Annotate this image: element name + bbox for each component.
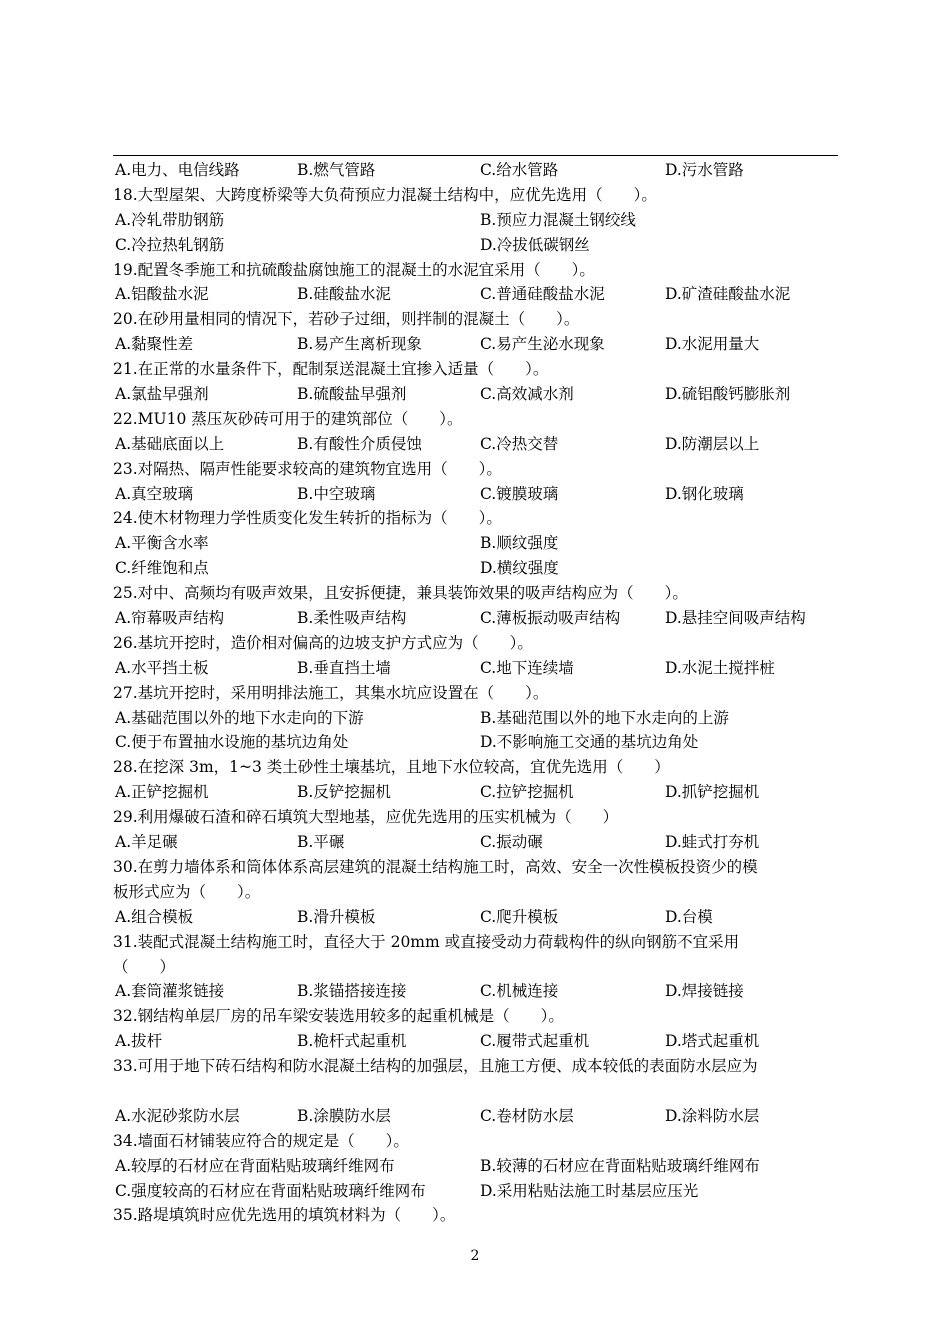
- option: B.有酸性介质侵蚀: [297, 434, 422, 453]
- option: D.塔式起重机: [665, 1032, 760, 1051]
- option: A.电力、电信线路: [115, 161, 240, 179]
- option: C.振动碾: [480, 833, 543, 852]
- option: A.正铲挖掘机: [115, 783, 209, 802]
- option: A.铝酸盐水泥: [115, 285, 209, 304]
- options-row: [113, 158, 838, 183]
- question-stem: 20.在砂用量相同的情况下，若砂子过细，则拌制的混凝土（ ）。: [113, 310, 580, 329]
- options-row: [113, 282, 838, 307]
- option: D.污水管路: [665, 161, 744, 179]
- option: C.高效减水剂: [480, 385, 574, 404]
- options-row: [113, 656, 838, 681]
- question-stem: 31.装配式混凝土结构施工时，直径大于 20mm 或直接受动力荷载构件的纵向钢筋不宜采用: [113, 932, 740, 951]
- blank-line: [113, 1079, 838, 1104]
- option: D.横纹强度: [480, 559, 559, 578]
- options-row: [113, 606, 838, 631]
- options-row: [113, 706, 838, 731]
- option: A.水泥砂浆防水层: [115, 1106, 240, 1125]
- option: B.柔性吸声结构: [297, 609, 407, 628]
- option: D.不影响施工交通的基坑边角处: [480, 733, 699, 752]
- options-row: [113, 830, 838, 855]
- option: B.基础范围以外的地下水走向的上游: [480, 708, 729, 727]
- option: A.拔杆: [115, 1032, 163, 1051]
- option: B.燃气管路: [297, 161, 376, 179]
- question-stem: 21.在正常的水量条件下，配制泵送混凝土宜掺入适量（ ）。: [113, 360, 549, 379]
- question-stem-continued: 板形式应为（ ）。: [113, 882, 261, 901]
- option: D.台模: [665, 907, 713, 926]
- option: C.履带式起重机: [480, 1032, 590, 1051]
- option: C.薄板振动吸声结构: [480, 609, 621, 628]
- options-row: [113, 432, 838, 457]
- option: D.钢化玻璃: [665, 484, 744, 503]
- option: C.易产生泌水现象: [480, 335, 605, 354]
- options-row: [113, 1029, 838, 1054]
- option: B.垂直挡土墙: [297, 658, 391, 677]
- options-row: [113, 730, 838, 755]
- question-stem: 18.大型屋架、大跨度桥梁等大负荷预应力混凝土结构中，应优先选用（ ）。: [113, 185, 657, 204]
- option: A.水平挡土板: [115, 658, 209, 677]
- question-stem: 28.在挖深 3m，1~3 类土砂性土壤基坑，且地下水位较高，宜优先选用（ ）: [113, 758, 670, 777]
- question-stem: 35.路堤填筑时应优先选用的填筑材料为（ ）。: [113, 1206, 456, 1225]
- options-row: [113, 531, 838, 556]
- question-stem: 33.可用于地下砖石结构和防水混凝土结构的加强层，且施工方便、成本较低的表面防水层应为: [113, 1057, 758, 1076]
- option: C.冷热交替: [480, 434, 559, 453]
- option: D.焊接链接: [665, 982, 744, 1001]
- option: D.采用粘贴法施工时基层应压光: [480, 1181, 699, 1200]
- option: B.浆锚搭接连接: [297, 982, 407, 1001]
- option: C.爬升模板: [480, 907, 559, 926]
- question-stem: 27.基坑开挖时，采用明排法施工，其集水坑应设置在（ ）。: [113, 683, 549, 702]
- options-row: [113, 482, 838, 507]
- question-stem: 24.使木材物理力学性质变化发生转折的指标为（ ）。: [113, 509, 502, 528]
- option: A.组合模板: [115, 907, 194, 926]
- option: B.滑升模板: [297, 907, 376, 926]
- option: A.冷轧带肋钢筋: [115, 210, 225, 229]
- option: A.平衡含水率: [115, 534, 209, 553]
- option: A.基础范围以外的地下水走向的下游: [115, 708, 364, 727]
- question-stem: 29.利用爆破石渣和碎石填筑大型地基，应优先选用的压实机械为（ ）: [113, 808, 619, 827]
- options-row: [113, 382, 838, 407]
- option: D.硫铝酸钙膨胀剂: [665, 385, 791, 404]
- question-stem: 30.在剪力墙体系和筒体体系高层建筑的混凝土结构施工时，高效、安全一次性模板投资少的模: [113, 857, 758, 876]
- option: C.卷材防水层: [480, 1106, 574, 1125]
- question-stem-continued: （ ）: [113, 957, 176, 976]
- option: D.涂料防水层: [665, 1106, 760, 1125]
- option: C.给水管路: [480, 161, 559, 179]
- option: D.冷拔低碳钢丝: [480, 235, 590, 254]
- option: A.套筒灌浆链接: [115, 982, 225, 1001]
- question-stem: 23.对隔热、隔声性能要求较高的建筑物宜选用（ ）。: [113, 459, 502, 478]
- option: C.地下连续墙: [480, 658, 574, 677]
- question-stem: 32.钢结构单层厂房的吊车梁安装选用较多的起重机械是（ ）。: [113, 1007, 564, 1026]
- option: B.顺纹强度: [480, 534, 559, 553]
- option: B.平碾: [297, 833, 345, 852]
- question-stem: 26.基坑开挖时，造价相对偏高的边坡支护方式应为（ ）。: [113, 633, 533, 652]
- option: B.反铲挖掘机: [297, 783, 391, 802]
- option: D.防潮层以上: [665, 434, 760, 453]
- option: D.水泥土搅拌桩: [665, 658, 775, 677]
- option: B.中空玻璃: [297, 484, 376, 503]
- option: C.镀膜玻璃: [480, 484, 559, 503]
- option: D.水泥用量大: [665, 335, 760, 354]
- option: A.帘幕吸声结构: [115, 609, 225, 628]
- question-stem: 25.对中、高频均有吸声效果，且安拆便捷，兼具装饰效果的吸声结构应为（ ）。: [113, 584, 688, 603]
- option: A.较厚的石材应在背面粘贴玻璃纤维网布: [115, 1156, 395, 1175]
- option: C.强度较高的石材应在背面粘贴玻璃纤维网布: [115, 1181, 426, 1200]
- option: C.纤维饱和点: [115, 559, 209, 578]
- options-row: [113, 208, 838, 233]
- options-row: [113, 332, 838, 357]
- option: C.普通硅酸盐水泥: [480, 285, 605, 304]
- option: B.硫酸盐早强剂: [297, 385, 407, 404]
- options-row: [113, 1154, 838, 1179]
- option: C.冷拉热轧钢筋: [115, 235, 225, 254]
- option: B.易产生离析现象: [297, 335, 422, 354]
- option: C.拉铲挖掘机: [480, 783, 574, 802]
- option: D.矿渣硅酸盐水泥: [665, 285, 791, 304]
- question-stem: 22.MU10 蒸压灰砂砖可用于的建筑部位（ ）。: [113, 409, 463, 428]
- options-row: [113, 1104, 838, 1129]
- option: A.基础底面以上: [115, 434, 225, 453]
- page-number: 2: [470, 1248, 480, 1264]
- options-row: [113, 556, 838, 581]
- option: B.涂膜防水层: [297, 1106, 391, 1125]
- option: C.便于布置抽水设施的基坑边角处: [115, 733, 349, 752]
- options-row: [113, 905, 838, 930]
- question-stem: 19.配置冬季施工和抗硫酸盐腐蚀施工的混凝土的水泥宜采用（ ）。: [113, 260, 595, 279]
- option: B.较薄的石材应在背面粘贴玻璃纤维网布: [480, 1156, 760, 1175]
- option: D.悬挂空间吸声结构: [665, 609, 806, 628]
- option: B.桅杆式起重机: [297, 1032, 407, 1051]
- option: D.蛙式打夯机: [665, 833, 760, 852]
- question-list: [113, 158, 838, 1228]
- options-row: [113, 233, 838, 258]
- option: C.机械连接: [480, 982, 559, 1001]
- option: A.黏聚性差: [115, 335, 194, 354]
- option: A.羊足碾: [115, 833, 178, 852]
- option: A.氯盐早强剂: [115, 385, 209, 404]
- options-row: [113, 780, 838, 805]
- options-row: [113, 979, 838, 1004]
- option: B.预应力混凝土钢绞线: [480, 210, 636, 229]
- option: D.抓铲挖掘机: [665, 783, 760, 802]
- question-stem: 34.墙面石材铺装应符合的规定是（ ）。: [113, 1131, 409, 1150]
- options-row: [113, 1179, 838, 1204]
- header-rule: [113, 155, 838, 156]
- option: B.硅酸盐水泥: [297, 285, 391, 304]
- option: A.真空玻璃: [115, 484, 194, 503]
